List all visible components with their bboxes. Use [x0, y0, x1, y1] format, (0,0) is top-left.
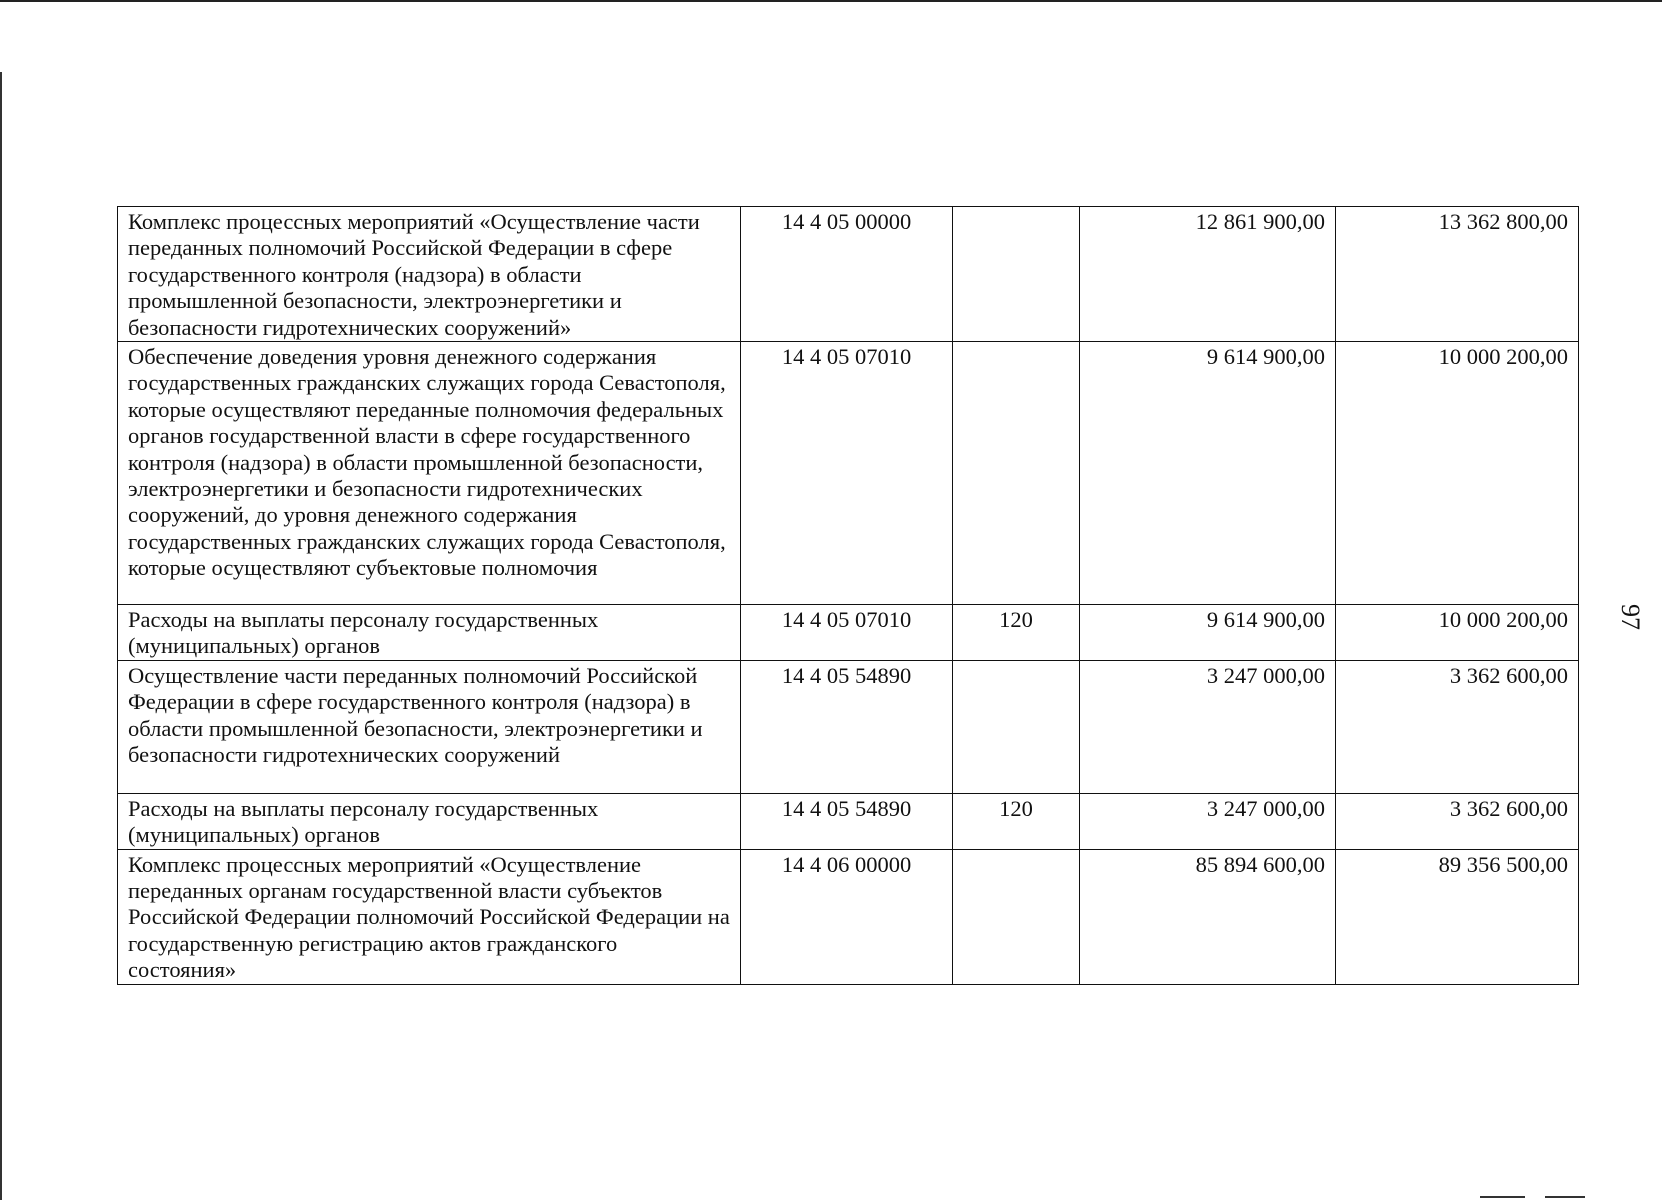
table-row	[118, 660, 1579, 793]
row-sum1-cell: 3 247 000,00	[1080, 793, 1336, 849]
table-row	[118, 793, 1579, 849]
row-sum1-cell: 9 614 900,00	[1080, 605, 1336, 661]
row-sum1-cell: 9 614 900,00	[1080, 342, 1336, 605]
row-sum2-cell: 89 356 500,00	[1336, 849, 1579, 984]
row-type-cell	[953, 207, 1080, 342]
row-sum2-cell: 3 362 600,00	[1336, 793, 1579, 849]
row-sum1-cell: 85 894 600,00	[1080, 849, 1336, 984]
budget-table	[117, 206, 1579, 985]
row-code-cell: 14 4 05 54890	[741, 660, 953, 793]
row-name-cell: Комплекс процессных мероприятий «Осуществление переданных органам государственной власти субъектов Российской Федерации полномочий Российской Федерации на государственную регистрацию актов гражданского состояния»	[118, 849, 741, 984]
scan-mark	[1480, 1196, 1525, 1198]
row-name-cell: Расходы на выплаты персоналу государственных (муниципальных) органов	[118, 793, 741, 849]
page-number: 97	[1616, 604, 1645, 630]
scan-mark	[1545, 1196, 1585, 1198]
row-type-cell: 120	[953, 793, 1080, 849]
scan-edge-top	[0, 0, 1662, 2]
row-sum1-cell: 3 247 000,00	[1080, 660, 1336, 793]
row-sum2-cell: 13 362 800,00	[1336, 207, 1579, 342]
row-type-cell	[953, 342, 1080, 605]
scan-edge-left	[0, 72, 2, 1200]
table-row	[118, 207, 1579, 342]
row-code-cell: 14 4 05 07010	[741, 605, 953, 661]
row-type-cell	[953, 849, 1080, 984]
table-row	[118, 605, 1579, 661]
row-code-cell: 14 4 05 00000	[741, 207, 953, 342]
row-type-cell	[953, 660, 1080, 793]
row-code-cell: 14 4 05 54890	[741, 793, 953, 849]
row-sum2-cell: 10 000 200,00	[1336, 605, 1579, 661]
row-name-cell: Комплекс процессных мероприятий «Осуществление части переданных полномочий Российской Федерации в сфере государственного контроля (надзора) в области промышленной безопасности, электроэнергетики и безопасности гидротехнических сооружений»	[118, 207, 741, 342]
row-type-cell: 120	[953, 605, 1080, 661]
table-row	[118, 342, 1579, 605]
row-name-cell: Обеспечение доведения уровня денежного содержания государственных гражданских служащих города Севастополя, которые осуществляют переданные полномочия федеральных органов государственной власти в сфере государственного контроля (надзора) в области промышленной безопасности, электроэнергетики и безопасности гидротехнических сооружений, до уровня денежного содержания государственных гражданских служащих города Севастополя, которые осуществляют субъектовые полномочия	[118, 342, 741, 605]
row-code-cell: 14 4 05 07010	[741, 342, 953, 605]
row-name-cell: Осуществление части переданных полномочий Российской Федерации в сфере государственного контроля (надзора) в области промышленной безопасности, электроэнергетики и безопасности гидротехнических сооружений	[118, 660, 741, 793]
row-name-cell: Расходы на выплаты персоналу государственных (муниципальных) органов	[118, 605, 741, 661]
table-row	[118, 849, 1579, 984]
row-sum2-cell: 10 000 200,00	[1336, 342, 1579, 605]
row-code-cell: 14 4 06 00000	[741, 849, 953, 984]
row-sum1-cell: 12 861 900,00	[1080, 207, 1336, 342]
row-sum2-cell: 3 362 600,00	[1336, 660, 1579, 793]
